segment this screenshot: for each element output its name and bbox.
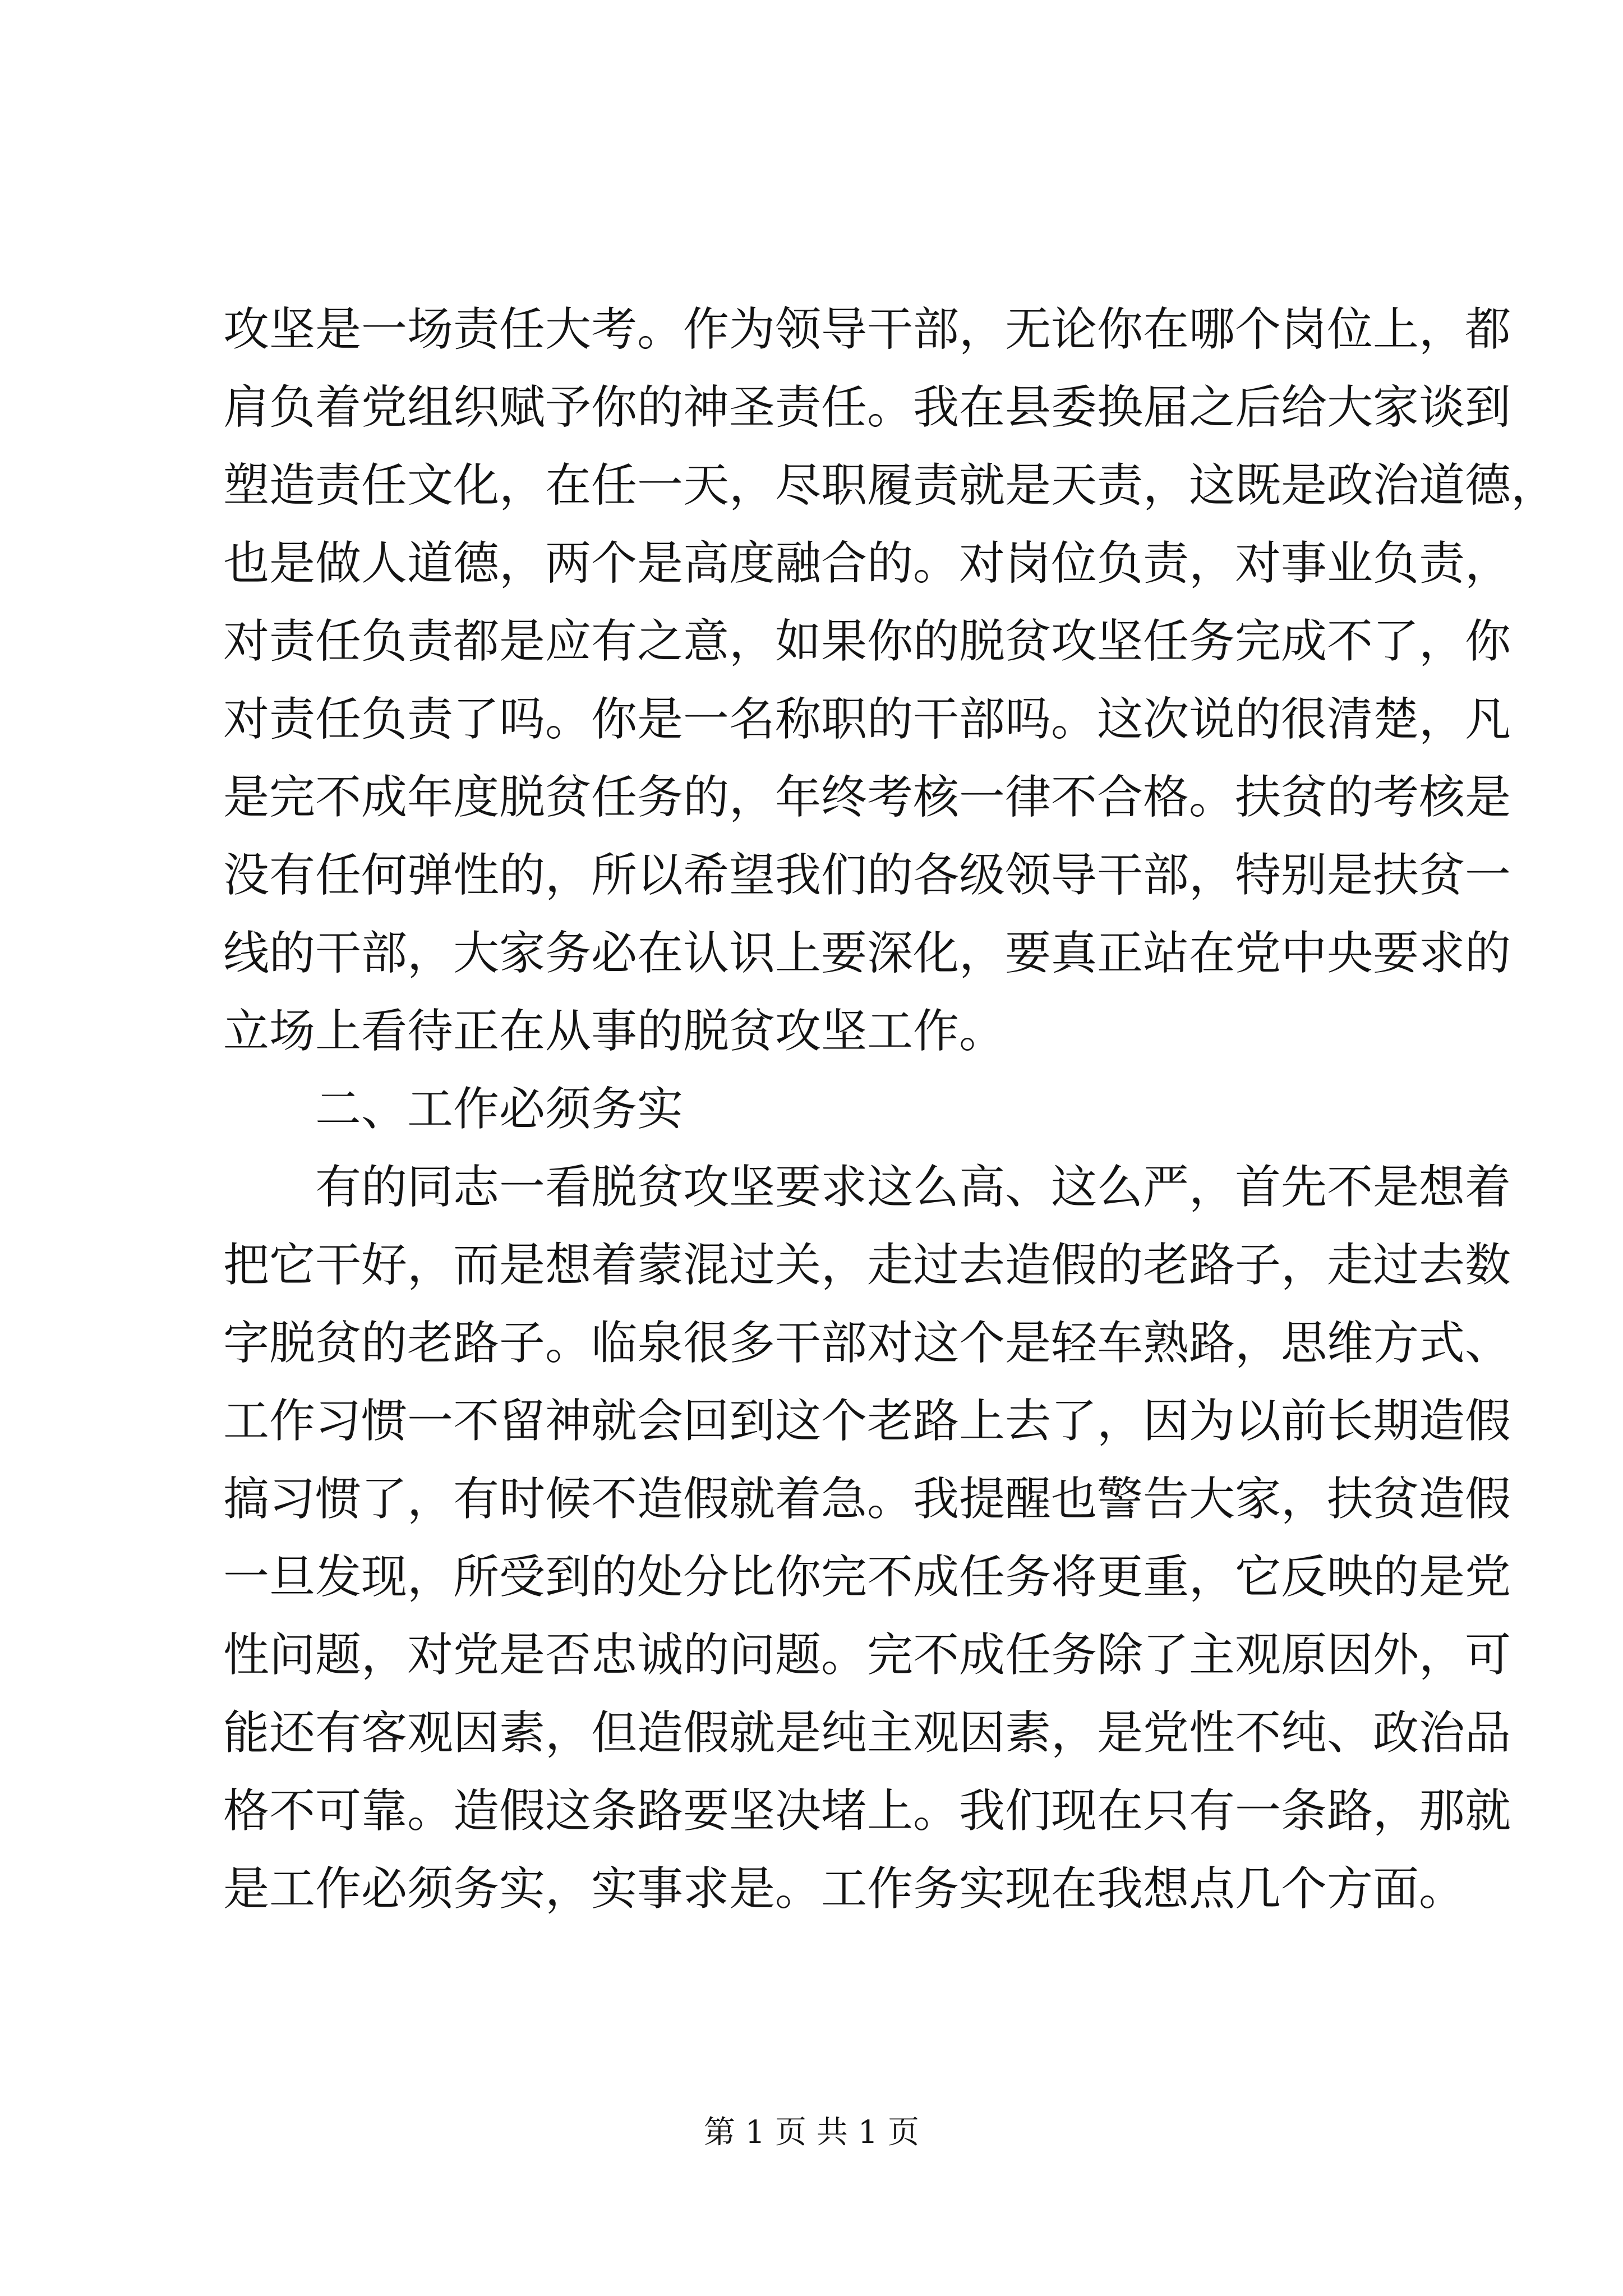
paragraph-2-line-5: 搞习惯了，有时候不造假就着急。我提醒也警告大家，扶贫造假 [223, 1473, 1511, 1526]
body-text [223, 291, 1557, 1928]
paragraph-1-line-6: 对责任负责了吗。你是一名称职的干部吗。这次说的很清楚，凡 [223, 693, 1511, 746]
paragraph-2-line-10: 是工作必须务实，实事求是。工作务实现在我想点几个方面。 [223, 1862, 1465, 1916]
paragraph-1-line-7: 是完不成年度脱贫任务的，年终考核一律不合格。扶贫的考核是 [223, 771, 1511, 824]
paragraph-2-line-1: 有的同志一看脱贫攻坚要求这么高、这么严，首先不是想着 [315, 1161, 1511, 1214]
paragraph-2-line-9: 格不可靠。造假这条路要坚决堵上。我们现在只有一条路，那就 [223, 1784, 1511, 1838]
paragraph-1-line-3: 塑造责任文化，在任一天，尽职履责就是天责，这既是政治道德， [223, 459, 1557, 512]
paragraph-2-line-2: 把它干好，而是想着蒙混过关，走过去造假的老路子，走过去数 [223, 1239, 1511, 1292]
paragraph-1-line-8: 没有任何弹性的，所以希望我们的各级领导干部，特别是扶贫一 [223, 849, 1511, 902]
paragraph-2-line-6: 一旦发现，所受到的处分比你完不成任务将更重，它反映的是党 [223, 1550, 1511, 1604]
page-number-footer: 第 1 页 共 1 页 [703, 2114, 920, 2151]
paragraph-2-line-8: 能还有客观因素，但造假就是纯主观因素，是党性不纯、政治品 [223, 1706, 1511, 1760]
paragraph-1-line-9: 线的干部，大家务必在认识上要深化，要真正站在党中央要求的 [223, 927, 1511, 980]
paragraph-2-line-7: 性问题，对党是否忠诚的问题。完不成任务除了主观原因外，可 [223, 1628, 1511, 1682]
paragraph-1-line-5: 对责任负责都是应有之意，如果你的脱贫攻坚任务完成不了，你 [223, 615, 1511, 668]
paragraph-1-line-2: 肩负着党组织赋予你的神圣责任。我在县委换届之后给大家谈到 [223, 381, 1511, 434]
paragraph-2-line-3: 字脱贫的老路子。临泉很多干部对这个是轻车熟路，思维方式、 [223, 1317, 1511, 1370]
paragraph-2-line-4: 工作习惯一不留神就会回到这个老路上去了，因为以前长期造假 [223, 1395, 1511, 1448]
paragraph-1-line-4: 也是做人道德，两个是高度融合的。对岗位负责，对事业负责， [223, 537, 1511, 590]
paragraph-1-line-1: 攻坚是一场责任大考。作为领导干部，无论你在哪个岗位上，都 [223, 303, 1511, 356]
section-heading: 二、工作必须务实 [315, 1083, 684, 1136]
paragraph-1-line-10: 立场上看待正在从事的脱贫攻坚工作。 [223, 1005, 1006, 1058]
